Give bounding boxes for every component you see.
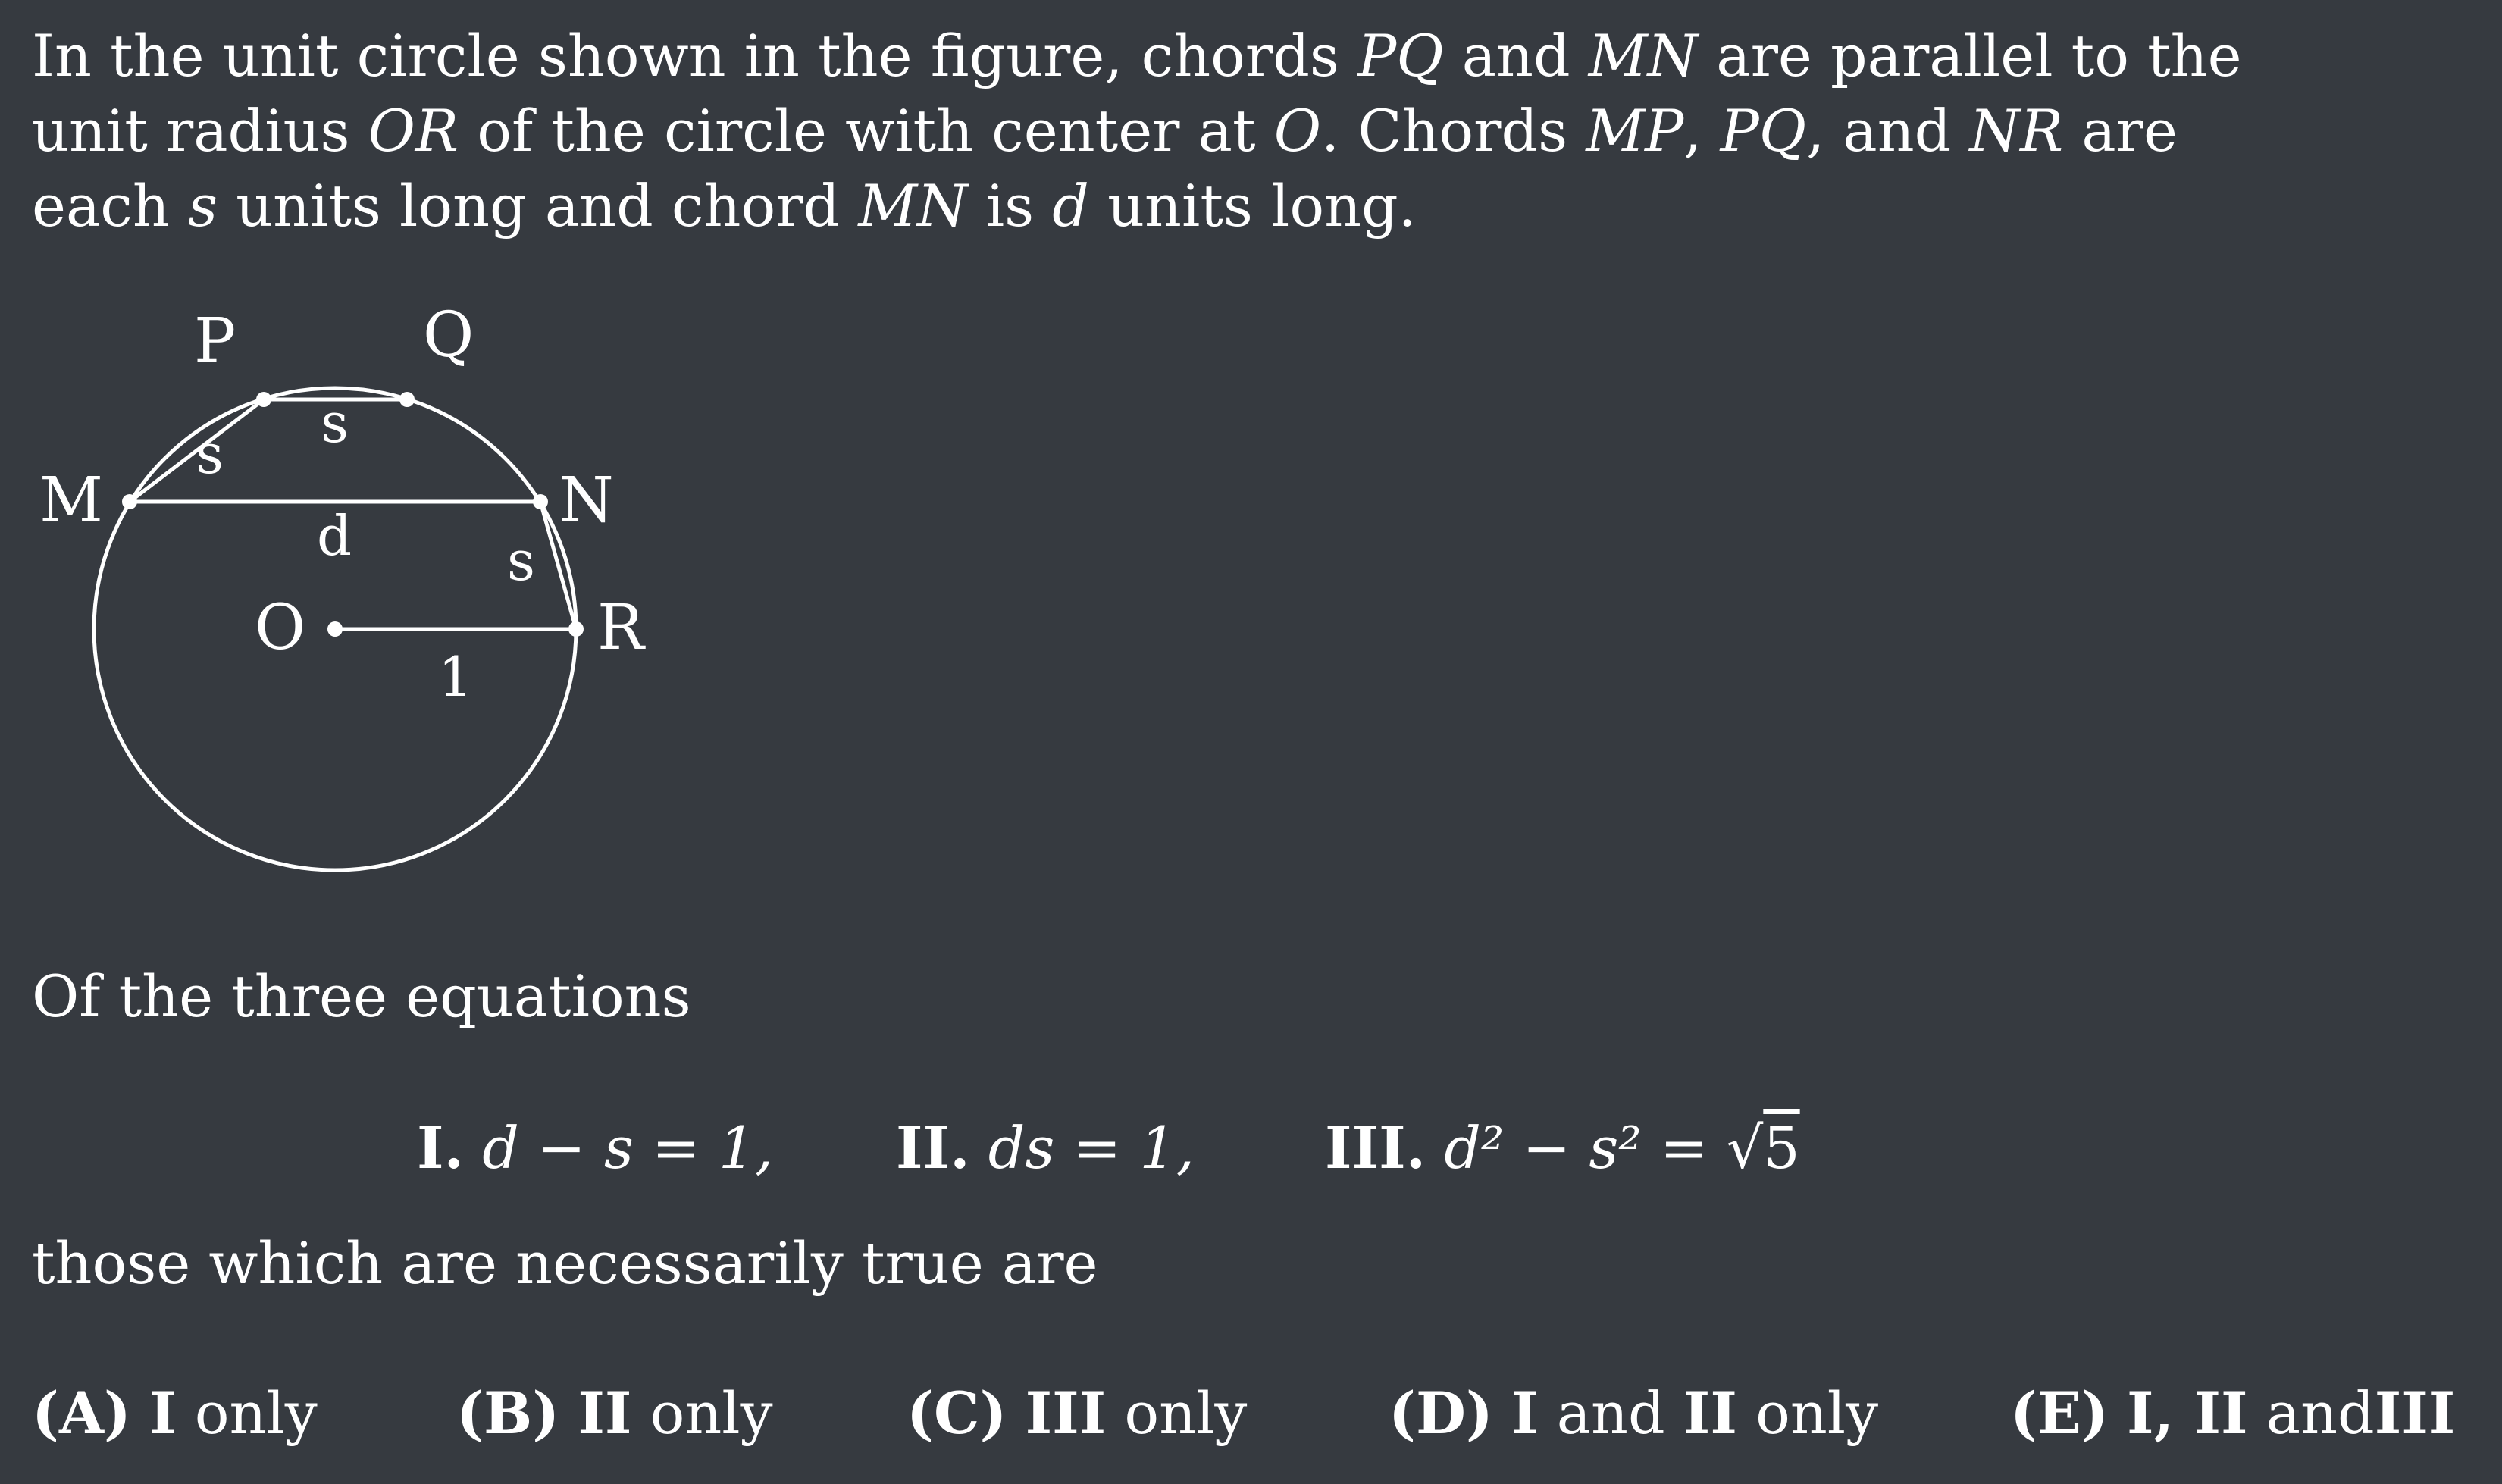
label-segment-pq: s xyxy=(321,391,349,455)
label-segment-mn: d xyxy=(317,504,352,568)
outro-text: those which are necessarily true are xyxy=(32,1229,1098,1297)
problem-line-2: unit radius OR of the circle with center at O. Chords MP, PQ, and NR are xyxy=(32,97,2178,164)
choice-d[interactable]: (D) I and II only xyxy=(1389,1379,1879,1447)
label-p: P xyxy=(194,305,236,377)
choice-a[interactable]: (A) I only xyxy=(32,1379,318,1447)
point-n xyxy=(533,494,548,509)
label-n: N xyxy=(559,465,614,537)
label-r: R xyxy=(597,592,644,664)
choice-e[interactable]: (E) I, II andIII xyxy=(2010,1379,2456,1447)
label-m: M xyxy=(39,465,103,537)
problem-line-1: In the unit circle shown in the figure, chords PQ and MN are parallel to the xyxy=(32,22,2242,89)
problem-line-3: each s units long and chord MN is d units long. xyxy=(32,172,1417,240)
point-q xyxy=(399,392,415,407)
point-r xyxy=(568,621,584,637)
equation-iii: III. d² − s² = √5 xyxy=(1325,1114,1800,1182)
point-o xyxy=(327,621,343,637)
point-m xyxy=(122,494,137,509)
unit-circle-figure xyxy=(0,288,758,909)
point-p xyxy=(256,392,271,407)
equation-ii: II. ds = 1, xyxy=(896,1114,1195,1182)
label-o: O xyxy=(255,592,306,664)
answer-choices xyxy=(0,1379,2502,1463)
label-q: Q xyxy=(423,299,474,371)
label-segment-or: 1 xyxy=(438,645,473,709)
equation-i: I. d − s = 1, xyxy=(417,1114,774,1182)
choice-b[interactable]: (B) II only xyxy=(456,1379,773,1447)
intro-text: Of the three equations xyxy=(32,963,691,1030)
label-segment-nr: s xyxy=(507,529,535,593)
equations-row xyxy=(0,1114,2502,1198)
problem-statement xyxy=(32,18,2268,243)
choice-c[interactable]: (C) III only xyxy=(907,1379,1248,1447)
label-segment-mp: s xyxy=(196,422,224,486)
